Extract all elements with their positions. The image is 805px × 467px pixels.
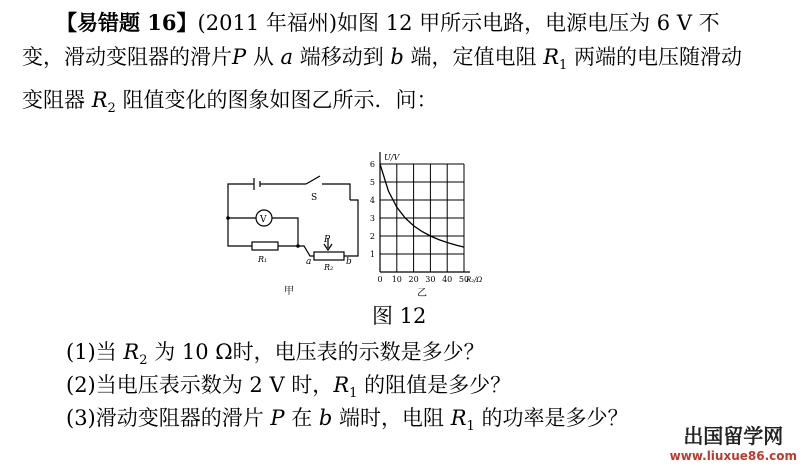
watermark xyxy=(670,420,797,463)
x-tick-label: 0 xyxy=(377,275,383,284)
problem-tag: 【易错题 16】 xyxy=(56,10,198,35)
q3-text-b: 在 xyxy=(284,406,319,430)
problem-statement xyxy=(22,6,742,126)
x-tick-label: 20 xyxy=(408,275,419,284)
watermark-title: 出国留学网 xyxy=(683,424,784,448)
terminal-a-label: a xyxy=(306,257,312,267)
problem-text-1: 如图 12 甲所示电路，电源电压为 6 V 不变，滑动变阻器的滑片 xyxy=(22,11,720,69)
var-P: P xyxy=(232,45,247,69)
q2-text-b: 的阻值是多少？ xyxy=(357,373,512,397)
q2-var-R: R xyxy=(333,373,350,397)
problem-text-3: 端移动到 xyxy=(293,45,391,69)
circuit-name: 甲 xyxy=(284,286,294,297)
q3-var-b: b xyxy=(318,406,333,430)
y-tick-label: 1 xyxy=(369,250,375,259)
var-R1: R xyxy=(543,45,560,69)
x-tick-label: 10 xyxy=(391,275,402,284)
q2-text-a: (2)当电压表示数为 2 V 时， xyxy=(66,373,334,397)
q1-var-R: R xyxy=(123,340,140,364)
problem-text-2: 从 xyxy=(246,45,281,69)
q1-sub: 2 xyxy=(139,353,148,369)
x-tick-label: 30 xyxy=(425,275,436,284)
question-2 xyxy=(66,369,511,401)
voltage-resistance-chart xyxy=(370,152,483,299)
x-axis-label: R₂/Ω xyxy=(466,276,483,284)
y-tick-label: 3 xyxy=(369,214,375,223)
y-tick-label: 2 xyxy=(369,232,375,241)
problem-source: (2011 年福州) xyxy=(197,11,338,35)
sub-2: 2 xyxy=(107,101,116,117)
problem-text-4: 端，定值电阻 xyxy=(403,45,544,69)
q1-text-a: (1)当 xyxy=(66,340,124,364)
y-tick-label: 5 xyxy=(369,178,375,187)
figure-12 xyxy=(218,138,508,308)
r1-label: R₁ xyxy=(258,255,268,264)
q3-sub: 1 xyxy=(466,419,475,435)
q1-text-b: 为 10 Ω时，电压表的示数是多少？ xyxy=(147,340,485,364)
q3-var-R: R xyxy=(450,406,467,430)
terminal-b-label: b xyxy=(346,257,352,267)
y-axis-label: U/V xyxy=(384,153,400,162)
var-a: a xyxy=(280,45,294,69)
slider-p-label: P xyxy=(324,235,331,245)
problem-text-6: 阻值变化的图象如图乙所示．问： xyxy=(115,88,438,113)
figure-caption: 图 12 xyxy=(372,304,427,328)
q3-text-a: (3)滑动变阻器的滑片 xyxy=(66,406,271,430)
y-tick-label: 6 xyxy=(369,160,375,169)
r2-label: R₂ xyxy=(324,263,334,272)
voltage-curve xyxy=(380,164,464,247)
q3-text-c: 端时，电阻 xyxy=(332,406,451,430)
question-1 xyxy=(66,336,485,368)
switch-label: S xyxy=(311,193,318,203)
question-3 xyxy=(66,402,629,434)
var-b: b xyxy=(390,45,404,69)
var-R2: R xyxy=(91,88,108,113)
q3-text-d: 的功率是多少？ xyxy=(474,406,629,430)
sub-1: 1 xyxy=(559,58,568,74)
x-tick-label: 40 xyxy=(442,275,453,284)
y-tick-label: 4 xyxy=(369,196,375,205)
chart-name: 乙 xyxy=(417,288,427,299)
voltmeter-label: V xyxy=(260,215,267,225)
circuit-diagram xyxy=(228,176,358,260)
problem-text-5: 两端的电压随滑动变阻器 xyxy=(22,45,742,113)
q2-sub: 1 xyxy=(349,386,358,402)
x-tick-label: 50 xyxy=(458,275,470,284)
watermark-url: www.liuxue86.com xyxy=(669,449,797,463)
q3-var-P: P xyxy=(270,406,285,430)
